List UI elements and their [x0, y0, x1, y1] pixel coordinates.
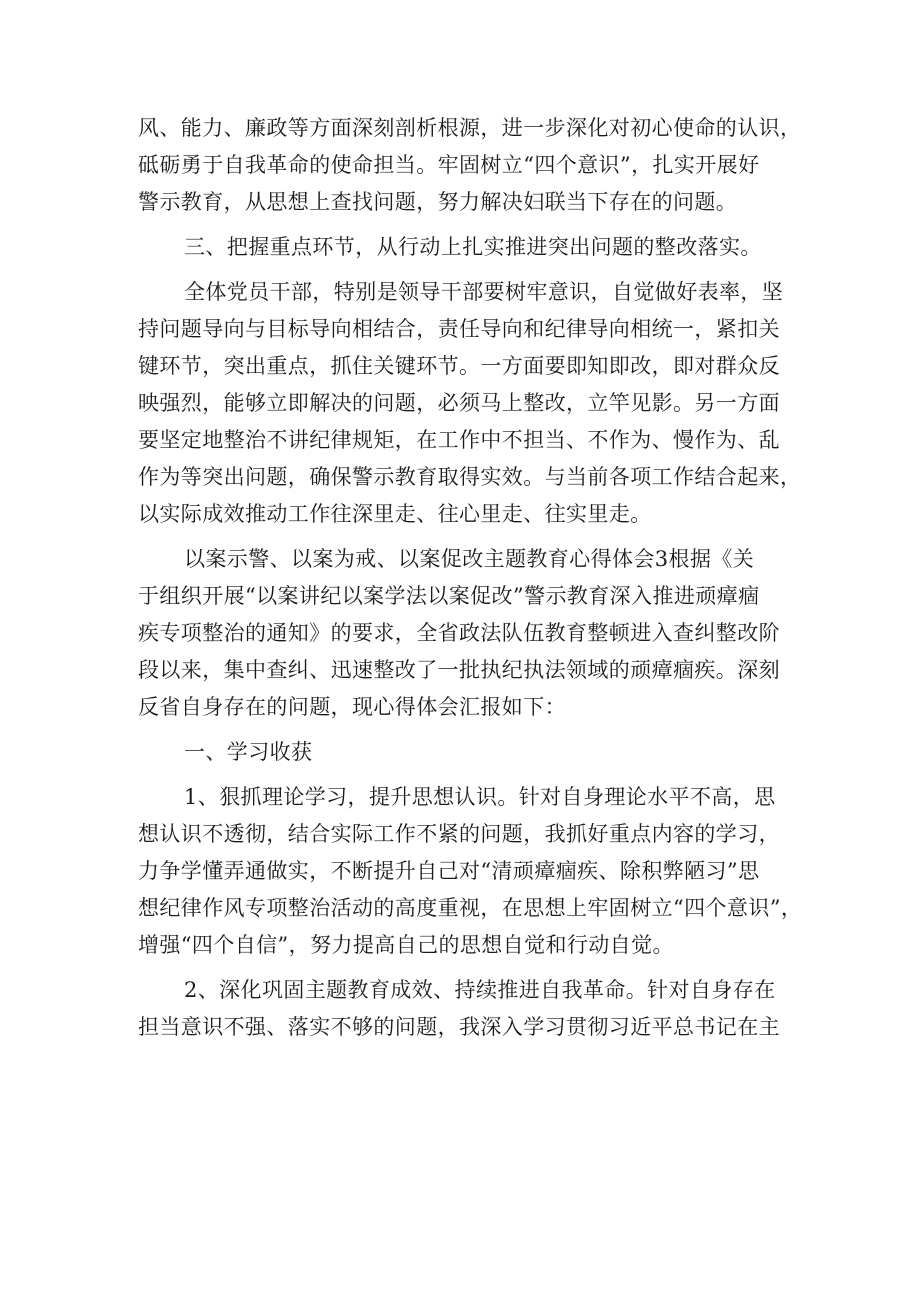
section-heading: 一、学习收获	[184, 740, 313, 764]
text-line: 想认识不透彻，结合实际工作不紧的问题，我抓好重点内容的学习，	[138, 822, 780, 846]
text-line: 段以来，集中查纠、迅速整改了一批执纪执法领域的顽瘴痼疾。深刻	[138, 658, 780, 682]
text-line: 增强“四个自信”，努力提高自己的思想自觉和行动自觉。	[138, 933, 674, 957]
paragraph-continuation	[138, 110, 808, 221]
text-line: 键环节，突出重点，抓住关键环节。一方面要即知即改，即对群众反	[138, 354, 780, 378]
text-line: 1、狠抓理论学习，提升思想认识。针对自身理论水平不高，思	[184, 785, 776, 809]
text-line: 警示教育，从思想上查找问题，努力解决妇联当下存在的问题。	[138, 190, 738, 214]
text-line: 担当意识不强、落实不够的问题，我深入学习贯彻习近平总书记在主	[138, 1015, 780, 1039]
text-line: 2、深化巩固主题教育成效、持续推进自我革命。针对自身存在	[184, 978, 776, 1002]
text-line: 持问题导向与目标导向相结合，责任导向和纪律导向相统一，紧扣关	[138, 317, 780, 341]
paragraph-reflection-3	[138, 541, 808, 726]
text-line: 作为等突出问题，确保警示教育取得实效。与当前各项工作结合起来，	[138, 465, 802, 489]
text-line: 力争学懂弄通做实，不断提升自己对“清顽瘴痼疾、除积弊陋习”思	[138, 859, 760, 883]
text-line: 疾专项整治的通知》的要求，全省政法队伍教育整顿进入查纠整改阶	[138, 621, 780, 645]
text-line: 反省自身存在的问题，现心得体会汇报如下：	[138, 695, 566, 719]
text-line: 风、能力、廉政等方面深刻剖析根源，进一步深化对初心使命的认识，	[138, 116, 802, 140]
section-heading-three	[138, 229, 808, 266]
paragraph-self-revolution	[138, 972, 808, 1046]
text-line: 全体党员干部，特别是领导干部要树牢意识，自觉做好表率，坚	[184, 280, 784, 304]
text-line: 映强烈，能够立即解决的问题，必须马上整改，立竿见影。另一方面	[138, 391, 780, 415]
text-line: 于组织开展“以案讲纪以案学法以案促改”警示教育深入推进顽瘴痼	[138, 584, 760, 608]
text-line: 以实际成效推动工作往深里走、往心里走、往实里走。	[138, 502, 652, 526]
paragraph-rectification	[138, 274, 808, 533]
text-line: 要坚定地整治不讲纪律规矩，在工作中不担当、不作为、慢作为、乱	[138, 428, 780, 452]
document-body	[138, 110, 808, 1046]
section-heading-one	[138, 734, 808, 771]
text-line: 以案示警、以案为戒、以案促改主题教育心得体会3根据《关	[184, 547, 755, 571]
text-line: 砥砺勇于自我革命的使命担当。牢固树立“四个意识”，扎实开展好	[138, 153, 760, 177]
text-line: 想纪律作风专项整治活动的高度重视，在思想上牢固树立“四个意识”，	[138, 896, 803, 920]
section-heading: 三、把握重点环节，从行动上扎实推进突出问题的整改落实。	[184, 235, 762, 259]
paragraph-theory-study	[138, 779, 808, 964]
